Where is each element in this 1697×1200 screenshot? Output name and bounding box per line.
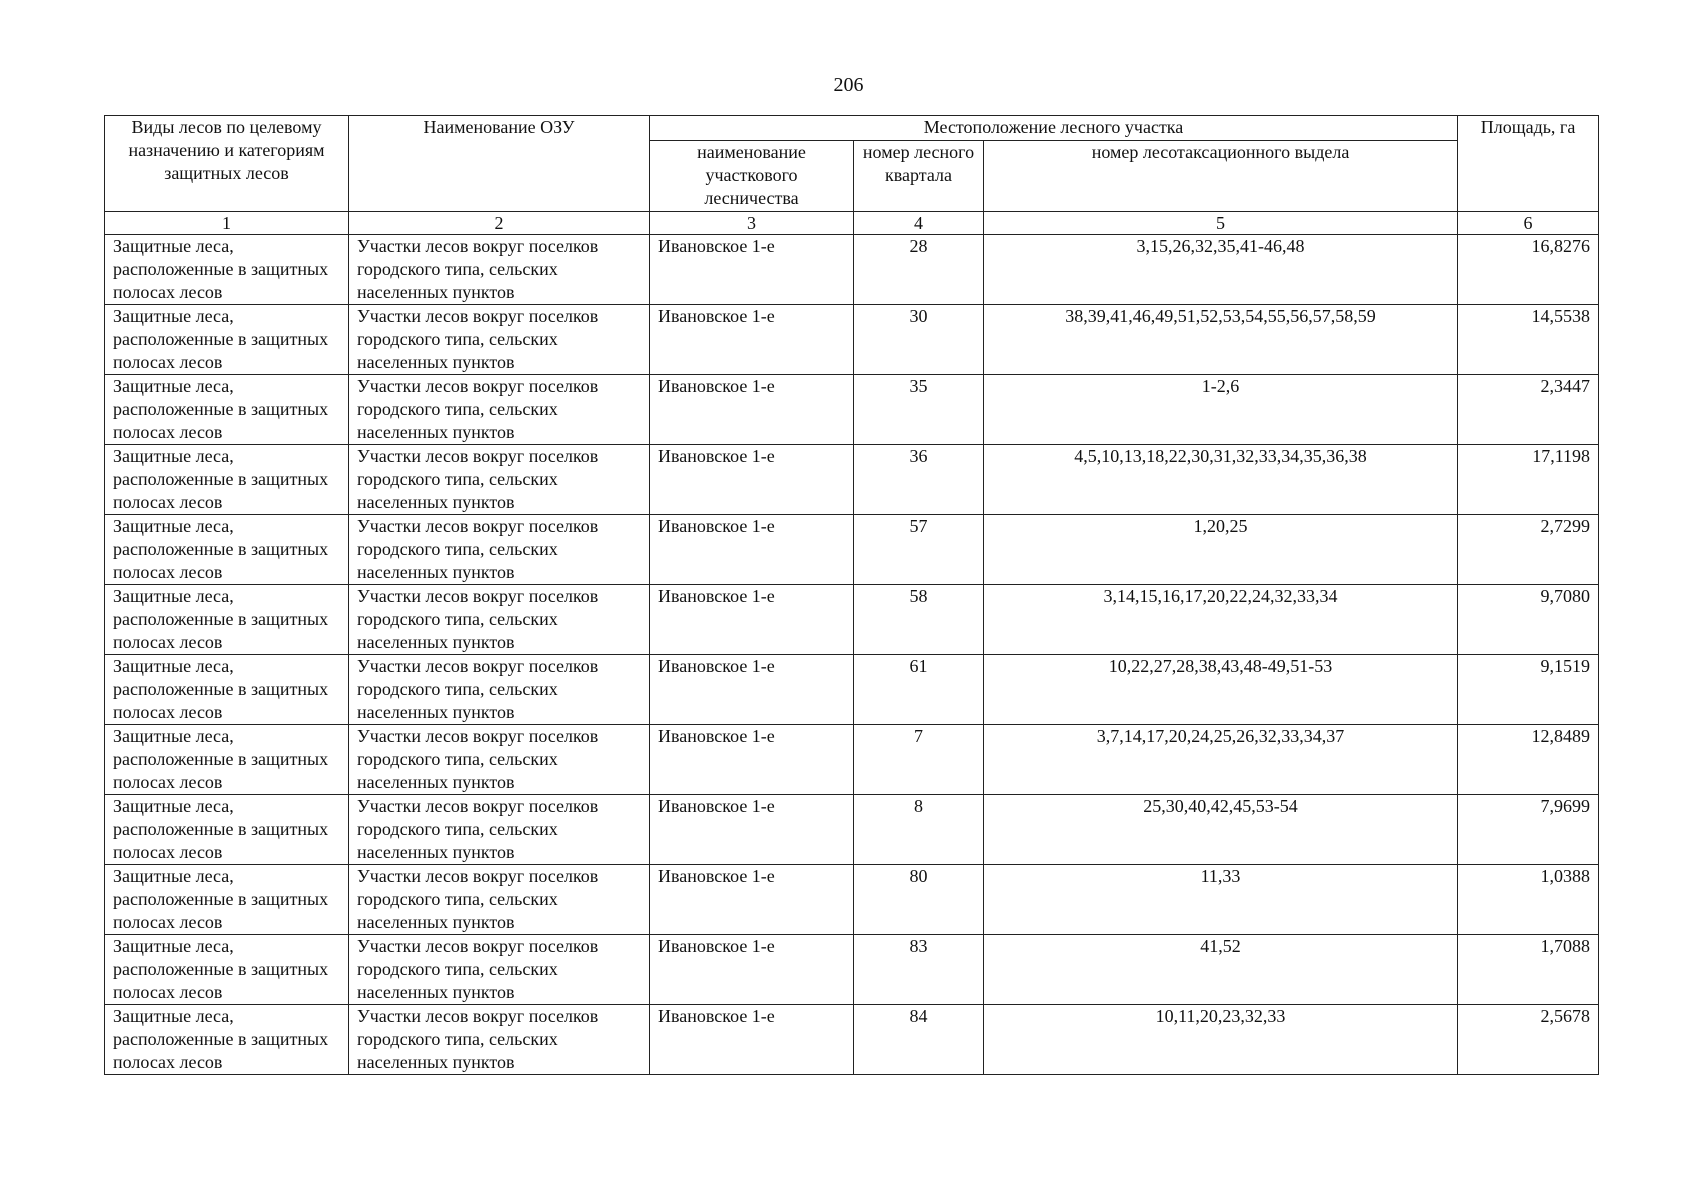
table-row xyxy=(105,865,1599,935)
table-row xyxy=(105,305,1599,375)
header-quarter-number: номер лесного квартала xyxy=(854,141,984,212)
cell-plot-numbers: 10,11,20,23,32,33 xyxy=(984,1005,1458,1075)
cell-ozu-name: Участки лесов вокруг поселков городского типа, сельских населенных пунктов xyxy=(349,515,650,585)
cell-plot-numbers: 41,52 xyxy=(984,935,1458,1005)
cell-area: 16,8276 xyxy=(1458,235,1599,305)
cell-area: 17,1198 xyxy=(1458,445,1599,515)
cell-quarter-number: 7 xyxy=(854,725,984,795)
cell-area: 14,5538 xyxy=(1458,305,1599,375)
header-ozu-name: Наименование ОЗУ xyxy=(349,116,650,212)
cell-quarter-number: 57 xyxy=(854,515,984,585)
cell-plot-numbers: 3,7,14,17,20,24,25,26,32,33,34,37 xyxy=(984,725,1458,795)
cell-area: 12,8489 xyxy=(1458,725,1599,795)
cell-forest-type: Защитные леса, расположенные в защитных полосах лесов xyxy=(105,515,349,585)
cell-forestry-name: Ивановское 1-е xyxy=(650,585,854,655)
header-location-group: Местоположение лесного участка xyxy=(650,116,1458,141)
cell-ozu-name: Участки лесов вокруг поселков городского типа, сельских населенных пунктов xyxy=(349,725,650,795)
cell-forest-type: Защитные леса, расположенные в защитных полосах лесов xyxy=(105,865,349,935)
cell-plot-numbers: 3,14,15,16,17,20,22,24,32,33,34 xyxy=(984,585,1458,655)
cell-forest-type: Защитные леса, расположенные в защитных полосах лесов xyxy=(105,935,349,1005)
cell-plot-numbers: 11,33 xyxy=(984,865,1458,935)
column-numbers-row xyxy=(105,212,1599,235)
table-row xyxy=(105,375,1599,445)
table-row xyxy=(105,795,1599,865)
cell-forestry-name: Ивановское 1-е xyxy=(650,445,854,515)
cell-forestry-name: Ивановское 1-е xyxy=(650,935,854,1005)
cell-quarter-number: 8 xyxy=(854,795,984,865)
cell-plot-numbers: 4,5,10,13,18,22,30,31,32,33,34,35,36,38 xyxy=(984,445,1458,515)
cell-forest-type: Защитные леса, расположенные в защитных полосах лесов xyxy=(105,445,349,515)
cell-ozu-name: Участки лесов вокруг поселков городского типа, сельских населенных пунктов xyxy=(349,655,650,725)
cell-ozu-name: Участки лесов вокруг поселков городского типа, сельских населенных пунктов xyxy=(349,375,650,445)
cell-ozu-name: Участки лесов вокруг поселков городского типа, сельских населенных пунктов xyxy=(349,1005,650,1075)
table-row xyxy=(105,935,1599,1005)
cell-forestry-name: Ивановское 1-е xyxy=(650,375,854,445)
cell-ozu-name: Участки лесов вокруг поселков городского типа, сельских населенных пунктов xyxy=(349,935,650,1005)
cell-area: 2,3447 xyxy=(1458,375,1599,445)
column-number: 4 xyxy=(854,212,984,235)
table-row xyxy=(105,515,1599,585)
cell-forest-type: Защитные леса, расположенные в защитных полосах лесов xyxy=(105,795,349,865)
cell-forest-type: Защитные леса, расположенные в защитных полосах лесов xyxy=(105,655,349,725)
cell-quarter-number: 80 xyxy=(854,865,984,935)
cell-quarter-number: 35 xyxy=(854,375,984,445)
cell-plot-numbers: 38,39,41,46,49,51,52,53,54,55,56,57,58,59 xyxy=(984,305,1458,375)
cell-forestry-name: Ивановское 1-е xyxy=(650,795,854,865)
header-area: Площадь, га xyxy=(1458,116,1599,212)
cell-area: 2,5678 xyxy=(1458,1005,1599,1075)
cell-plot-numbers: 1,20,25 xyxy=(984,515,1458,585)
header-row-1 xyxy=(105,116,1599,141)
column-number: 5 xyxy=(984,212,1458,235)
column-number: 2 xyxy=(349,212,650,235)
cell-quarter-number: 61 xyxy=(854,655,984,725)
header-forest-type: Виды лесов по целевому назначению и категориям защитных лесов xyxy=(105,116,349,212)
cell-plot-numbers: 3,15,26,32,35,41-46,48 xyxy=(984,235,1458,305)
cell-area: 1,0388 xyxy=(1458,865,1599,935)
cell-area: 7,9699 xyxy=(1458,795,1599,865)
cell-forestry-name: Ивановское 1-е xyxy=(650,655,854,725)
table-row xyxy=(105,235,1599,305)
header-forestry-name: наименование участкового лесничества xyxy=(650,141,854,212)
cell-forest-type: Защитные леса, расположенные в защитных полосах лесов xyxy=(105,1005,349,1075)
cell-ozu-name: Участки лесов вокруг поселков городского типа, сельских населенных пунктов xyxy=(349,235,650,305)
table-row xyxy=(105,725,1599,795)
cell-forest-type: Защитные леса, расположенные в защитных полосах лесов xyxy=(105,375,349,445)
cell-quarter-number: 84 xyxy=(854,1005,984,1075)
cell-plot-numbers: 1-2,6 xyxy=(984,375,1458,445)
cell-forest-type: Защитные леса, расположенные в защитных полосах лесов xyxy=(105,725,349,795)
cell-area: 9,7080 xyxy=(1458,585,1599,655)
cell-area: 2,7299 xyxy=(1458,515,1599,585)
cell-forestry-name: Ивановское 1-е xyxy=(650,865,854,935)
table-row xyxy=(105,655,1599,725)
page-number: 206 xyxy=(833,74,864,96)
table-row xyxy=(105,585,1599,655)
cell-forestry-name: Ивановское 1-е xyxy=(650,235,854,305)
cell-quarter-number: 30 xyxy=(854,305,984,375)
cell-forest-type: Защитные леса, расположенные в защитных полосах лесов xyxy=(105,305,349,375)
cell-forestry-name: Ивановское 1-е xyxy=(650,725,854,795)
cell-quarter-number: 28 xyxy=(854,235,984,305)
cell-forest-type: Защитные леса, расположенные в защитных полосах лесов xyxy=(105,235,349,305)
cell-plot-numbers: 25,30,40,42,45,53-54 xyxy=(984,795,1458,865)
cell-ozu-name: Участки лесов вокруг поселков городского типа, сельских населенных пунктов xyxy=(349,795,650,865)
cell-ozu-name: Участки лесов вокруг поселков городского типа, сельских населенных пунктов xyxy=(349,305,650,375)
cell-forestry-name: Ивановское 1-е xyxy=(650,1005,854,1075)
column-number: 3 xyxy=(650,212,854,235)
cell-area: 9,1519 xyxy=(1458,655,1599,725)
cell-quarter-number: 36 xyxy=(854,445,984,515)
cell-ozu-name: Участки лесов вокруг поселков городского типа, сельских населенных пунктов xyxy=(349,585,650,655)
cell-quarter-number: 58 xyxy=(854,585,984,655)
column-number: 6 xyxy=(1458,212,1599,235)
cell-plot-numbers: 10,22,27,28,38,43,48-49,51-53 xyxy=(984,655,1458,725)
column-number: 1 xyxy=(105,212,349,235)
cell-ozu-name: Участки лесов вокруг поселков городского типа, сельских населенных пунктов xyxy=(349,445,650,515)
cell-forest-type: Защитные леса, расположенные в защитных полосах лесов xyxy=(105,585,349,655)
header-plot-number: номер лесотаксационного выдела xyxy=(984,141,1458,212)
forest-plots-table xyxy=(104,115,1599,1075)
cell-quarter-number: 83 xyxy=(854,935,984,1005)
cell-area: 1,7088 xyxy=(1458,935,1599,1005)
cell-forestry-name: Ивановское 1-е xyxy=(650,515,854,585)
cell-ozu-name: Участки лесов вокруг поселков городского типа, сельских населенных пунктов xyxy=(349,865,650,935)
table-row xyxy=(105,445,1599,515)
table-row xyxy=(105,1005,1599,1075)
cell-forestry-name: Ивановское 1-е xyxy=(650,305,854,375)
